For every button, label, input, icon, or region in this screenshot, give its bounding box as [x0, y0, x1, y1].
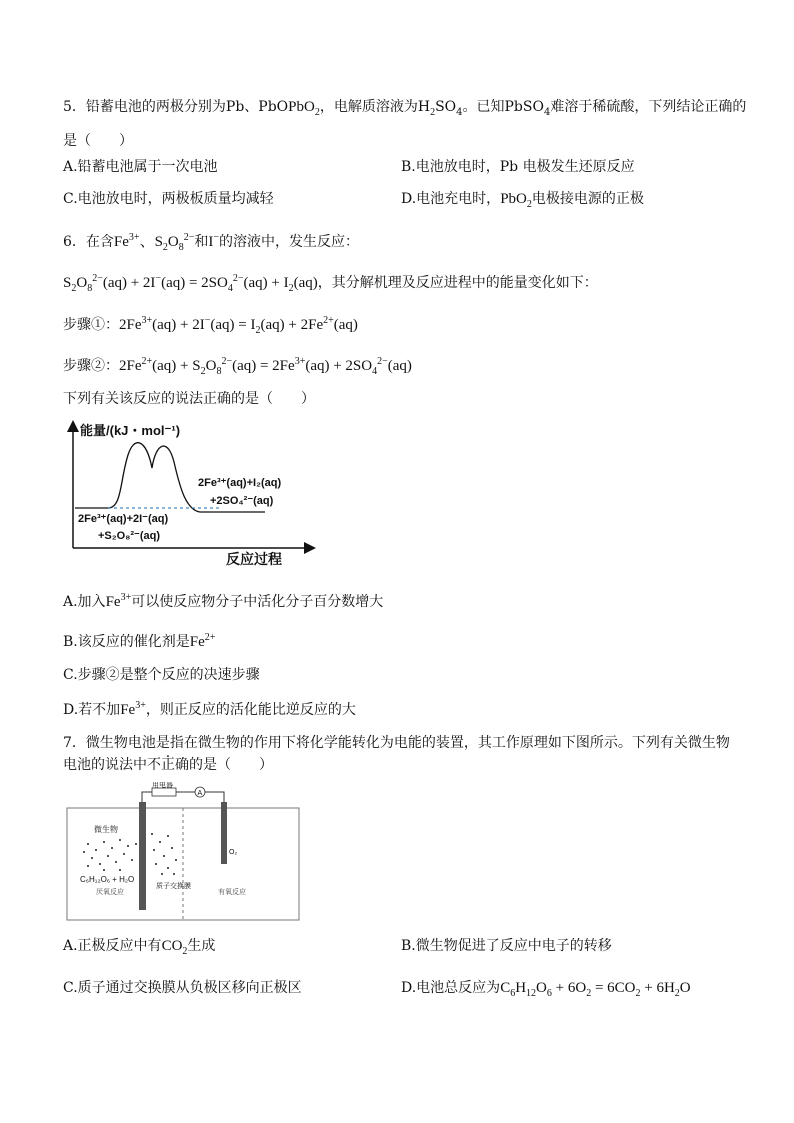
anode-electrode — [139, 802, 146, 910]
q7-option-c: C.质子通过交换膜从负极区移向正极区 — [63, 980, 302, 996]
product-label-line2: +2SO₄²⁻(aq) — [210, 495, 274, 507]
q6-option-d: D.若不加$Fe^{3+}$，则正反应的活化能比逆反应的大 — [63, 700, 356, 718]
product-label-line1: 2Fe³⁺(aq)+I₂(aq) — [198, 477, 282, 489]
q7-option-d: D.电池总反应为$C_6H_{12}O_6 + 6O_2 = 6CO_2 + 6H_2O$ — [401, 980, 691, 999]
q7-option-b: B.微生物促进了反应中电子的转移 — [401, 938, 612, 954]
device-box — [152, 788, 176, 796]
x-axis-label: 反应过程 — [226, 551, 282, 567]
q5-option-a: A.铅蓄电池属于一次电池 — [63, 159, 218, 175]
microbe-label: 微生物 — [94, 825, 118, 834]
q5-option-b: B.电池放电时，Pb 电极发生还原反应 — [401, 159, 635, 175]
aerobic-label: 有氧反应 — [218, 889, 246, 896]
q7-stem-line1: 7．微生物电池是指在微生物的作用下将化学能转化为电能的装置，其工作原理如下图所示。下列有关微生物 — [63, 735, 730, 751]
y-axis-label: 能量/(kJ・mol⁻¹) — [80, 423, 181, 438]
q5-stem-line2: 是（ ） — [63, 133, 133, 149]
membrane-label: 质子交换膜 — [156, 883, 191, 890]
anaerobic-label: 厌氧反应 — [96, 889, 124, 896]
device-label: 用电器 — [152, 782, 173, 789]
microbial-cell-diagram — [66, 782, 306, 922]
q6-option-c: C.步骤②是整个反应的决速步骤 — [63, 667, 260, 683]
energy-diagram — [60, 420, 320, 570]
q5-option-c: C.电池放电时，两极板质量均减轻 — [63, 191, 274, 207]
microbe-dots — [83, 833, 177, 875]
q7-emphasis: 不正确 — [147, 757, 189, 773]
q6-option-a: A.加入$Fe^{3+}$可以使反应物分子中活化分子百分数增大 — [63, 592, 384, 610]
reactant-label-line1: 2Fe³⁺(aq)+2I⁻(aq) — [78, 513, 169, 525]
q6-step2: 步骤②：$2Fe^{2+}(aq) + S_2O_8^{2-}(aq) = 2Fe^{3+}(aq) + 2SO_4^{2-}(aq)$ — [63, 356, 412, 377]
q5-stem-line1: 5．铅蓄电池的两极分别为Pb、PbOPbO$_2$，电解质溶液为$H_2SO_4$。已知PbSO$_4$难溶于稀硫酸，下列结论正确的 — [63, 99, 747, 118]
cathode-electrode — [221, 802, 227, 864]
reactant-label: C₆H₁₂O₆ + H₂O — [80, 875, 135, 884]
q7-option-a: A.正极反应中有$CO_2$生成 — [63, 938, 216, 957]
q6-overall-equation: $S_2O_8^{2-}(aq) + 2I^-(aq) = 2SO_4^{2-}(aq) + I_2(aq)$，其分解机理及反应进程中的能量变化如下： — [63, 273, 598, 294]
q5-option-d: D.电池充电时，PbO$_2$电极接电源的正极 — [401, 191, 644, 210]
reactant-label-line2: +S₂O₈²⁻(aq) — [98, 530, 160, 542]
q6-step1: 步骤①：$2Fe^{3+}(aq) + 2I^-(aq) = I_2(aq) + 2Fe^{2+}(aq)$ — [63, 315, 358, 336]
q7-stem-line2: 电池的说法中不正确的是（ ） — [63, 757, 273, 773]
ammeter-symbol: A — [197, 790, 203, 797]
q6-question: 下列有关该反应的说法正确的是（ ） — [63, 391, 315, 407]
q6-stem: 6．在含$Fe^{3+}$、$S_2O_8^{2-}$和I−的溶液中，发生反应： — [63, 232, 360, 253]
o2-label: O₂ — [229, 849, 238, 856]
q6-option-b: B.该反应的催化剂是$Fe^{2+}$ — [63, 632, 216, 650]
